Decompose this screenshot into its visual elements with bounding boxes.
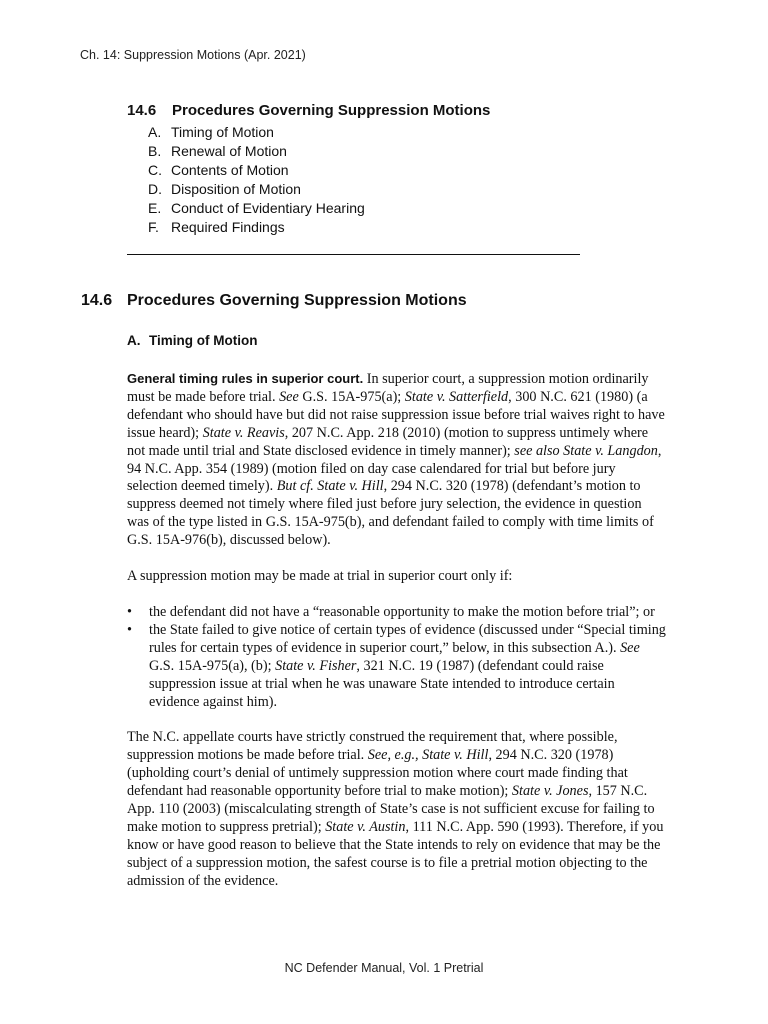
paragraph-trial-motion: A suppression motion may be made at trial in superior court only if: [127,568,513,585]
text-run: , 157 N.C. App. 110 (2003) (miscalculating strength of State’s case is not sufficient excuse for failing to make motion to suppress pretrial); [127,783,655,835]
outline-item [148,123,587,142]
running-header: Ch. 14: Suppression Motions (Apr. 2021) [80,48,306,62]
case-name: State v. Austin [325,818,406,835]
outline-item-letter: D. [148,181,162,197]
text-run: , 207 N.C. App. 218 (2010) (motion to suppress untimely where not made until trial and State disclosed evidence in timely manner); [127,424,649,459]
page-footer: NC Defender Manual, Vol. 1 Pretrial [284,961,484,975]
case-name: State v. Reavis [202,424,285,441]
section-number: 14.6 [81,292,113,309]
outline-item-label: Conduct of Evidentiary Hearing [171,200,365,216]
paragraph-strict-construction [127,729,667,890]
citation-signal: See, e.g., State v. Hill [367,747,489,764]
case-name: see also State v. Langdon [514,442,658,459]
outline-item-label: Disposition of Motion [171,181,301,197]
outline-item-letter: F. [148,219,159,235]
outline-item-label: Required Findings [171,219,285,235]
text-run: The N.C. appellate courts have strictly construed the requirement that, where possible, suppression motions be made before trial. [127,729,618,764]
subsection-title: Timing of Motion [149,333,258,348]
outline-section-title: Procedures Governing Suppression Motions [172,102,491,119]
text-run: , 321 N.C. 19 (1987) (defendant could raise suppression issue at trial when he was unaware State intended to introduce certain evidence against him). [149,657,615,710]
citation-signal: See [620,639,640,656]
text-run: G.S. 15A-975(a), (b); [149,657,276,674]
citation-signal: See [279,388,299,405]
outline-item-label: Renewal of Motion [171,143,287,159]
text-run: the State failed to give notice of certain types of evidence (discussed under “Special timing rules for certain types of evidence in superior court,” below, in this subsection A.). [149,621,666,656]
section-title: Procedures Governing Suppression Motions [127,292,467,309]
outline-item-label: Contents of Motion [171,162,289,178]
text-run: , 111 N.C. App. 590 (1993). Therefore, if you know or have good reason to believe that the State intends to rely on evidence that may be the subject of a suppression motion, the safest course is to file a pretrial motion objecting to the admission of the evidence. [127,818,664,889]
outline-item [148,161,587,180]
case-name: State v. Jones [511,783,589,800]
bullet-item [149,604,667,622]
bullet-item [149,622,667,712]
outline-item [148,199,587,218]
text-run: , 294 N.C. 320 (1978) (upholding court’s denial of untimely suppression motion where court made finding that defendant had reasonable opportunity before trial to make motion); [127,747,628,800]
outline-item [148,142,587,161]
outline-heading [127,102,587,119]
subsection-letter: A. [127,333,141,348]
outline-item-label: Timing of Motion [171,124,274,140]
subsection-heading [127,333,257,348]
text-run: G.S. 15A-975(a); [298,388,405,405]
body-text [127,370,667,891]
divider-rule [127,254,580,255]
text-run: In superior court, a suppression motion ordinarily must be made before trial. [127,371,649,405]
case-name: State v. Satterfield [404,388,509,405]
case-name: But cf. State v. Hill [276,478,384,495]
run-in-heading: General timing rules in superior court. [127,371,364,386]
conditions-list [127,604,667,711]
text-run: , 294 N.C. 320 (1978) (defendant’s motion to suppress deemed not timely where filed just before jury selection, the evidence in question was of the type listed in G.S. 15A-975(b), and defendant failed to comply with time limits of G.S. 15A-976(b), discussed below). [127,478,654,549]
outline-item-letter: C. [148,162,162,178]
outline-item-letter: E. [148,200,162,216]
paragraph-general-timing [127,370,667,550]
outline-item [148,218,587,237]
case-name: State v. Fisher [275,657,357,674]
text-run: the defendant did not have a “reasonable opportunity to make the motion before trial”; or [149,603,655,620]
outline-list [127,123,587,237]
section-heading [81,292,467,310]
text-run: , 94 N.C. App. 354 (1989) (motion filed on day case calendared for trial but before jury selection deemed timely). [127,442,662,495]
text-run: , 300 N.C. 621 (1980) (a defendant who should have but did not raise suppression issue before trial waives right to have issue heard); [127,388,665,441]
outline-item-letter: A. [148,124,162,140]
section-outline [127,102,587,237]
outline-item [148,180,587,199]
outline-item-letter: B. [148,143,162,159]
outline-section-number: 14.6 [127,102,157,119]
